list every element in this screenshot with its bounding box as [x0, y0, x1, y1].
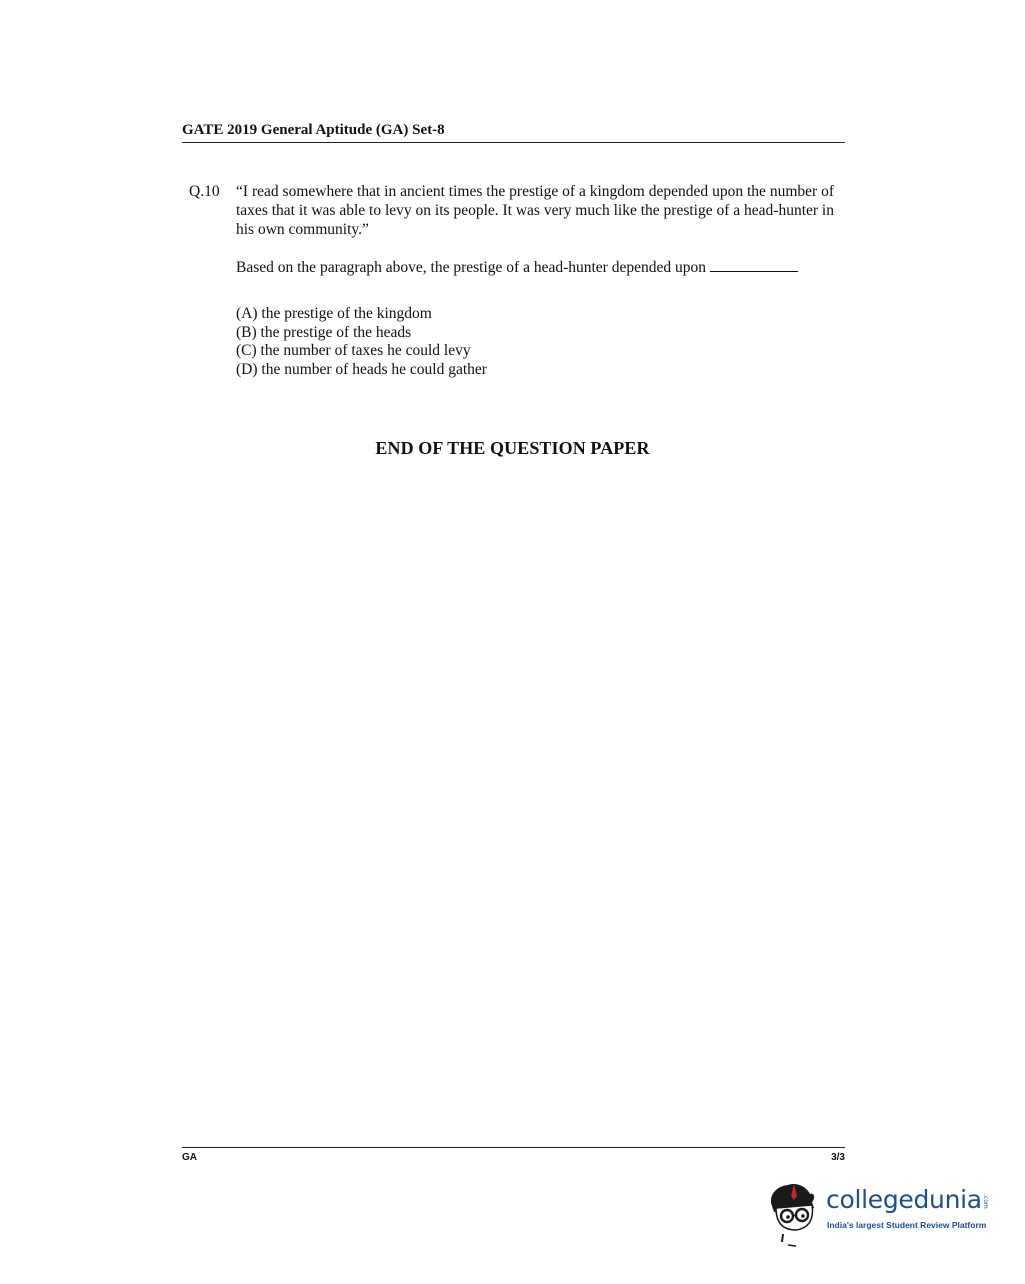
brand-tagline: India's largest Student Review Platform — [827, 1220, 987, 1230]
footer-page-number: 3/3 — [831, 1152, 845, 1163]
option-c: (C) the number of taxes he could levy — [236, 342, 471, 359]
question-stem: “I read somewhere that in ancient times the prestige of a kingdom depended upon the number of taxes that it was able to levy on its people. It was very much like the prestige of a head-hunter in his own community.” — [236, 183, 834, 238]
footer-section-label: GA — [182, 1152, 197, 1163]
question-prompt — [236, 257, 834, 277]
option-d: (D) the number of heads he could gather — [236, 360, 487, 378]
footer-row — [182, 1152, 845, 1163]
brand-suffix: .com — [982, 1194, 989, 1209]
header-divider — [182, 142, 845, 143]
collegedunia-watermark — [766, 1178, 996, 1248]
paper-title: GATE 2019 General Aptitude (GA) Set-8 — [182, 122, 445, 138]
question-prompt-text: Based on the paragraph above, the prestige of a head-hunter depended upon — [236, 259, 706, 276]
option-b: (B) the prestige of the heads — [236, 323, 412, 341]
question-body — [236, 182, 834, 379]
student-mascot-icon — [766, 1178, 826, 1248]
question-number: Q.10 — [189, 183, 220, 200]
page-header — [182, 121, 845, 143]
footer-divider — [182, 1147, 845, 1148]
option-a: (A) the prestige of the kingdom — [236, 305, 432, 322]
answer-blank — [710, 257, 798, 272]
brand-name: collegedunia — [826, 1185, 982, 1214]
answer-options — [236, 305, 834, 379]
end-of-paper-note: END OF THE QUESTION PAPER — [375, 438, 650, 458]
page-footer — [182, 1147, 845, 1163]
